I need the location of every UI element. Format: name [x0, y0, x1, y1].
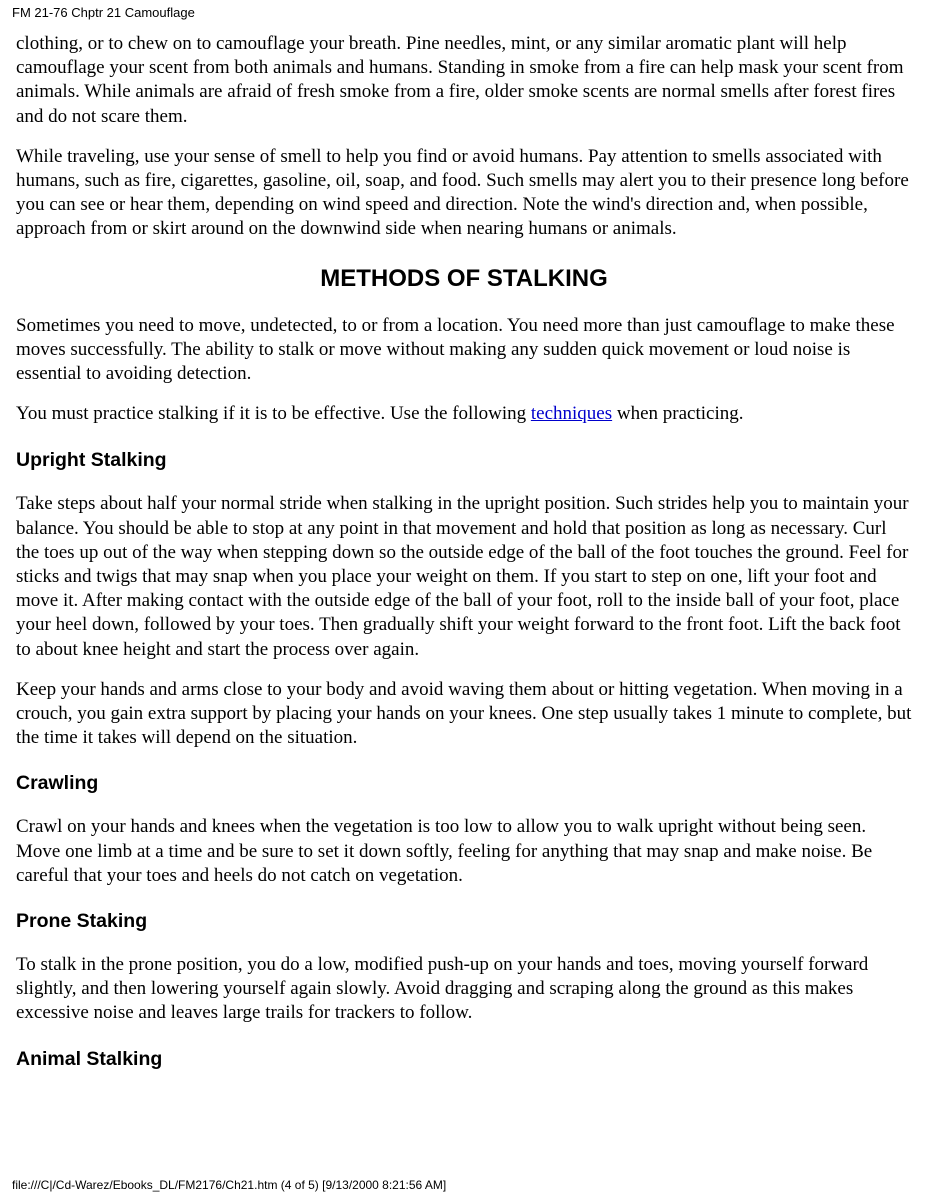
stalking-paragraph-2-text-before: You must practice stalking if it is to be effective. Use the following [16, 403, 531, 425]
page-footer-url: file:///C|/Cd-Warez/Ebooks_DL/FM2176/Ch21.htm (4 of 5) [9/13/2000 8:21:56 AM] [12, 1178, 447, 1192]
stalking-paragraph-1: Sometimes you need to move, undetected, to or from a location. You need more than just camouflage to make these moves successfully. The ability to stalk or move without making any sudden quick movement or loud noise is essential to avoiding detection. [16, 314, 895, 385]
upright-paragraph-2: Keep your hands and arms close to your body and avoid waving them about or hitting vegetation. When moving in a crouch, you gain extra support by placing your hands on your knees. One step usually takes 1 minute to complete, but the time it takes will depend on the situation. [16, 678, 912, 749]
crawling-paragraph-1: Crawl on your hands and knees when the vegetation is too low to allow you to walk upright without being seen. Move one limb at a time and be sure to set it down softly, feeling for anything that may snap and make noise. Be careful that your toes and heels do not catch on vegetation. [16, 816, 873, 886]
techniques-link[interactable]: techniques [530, 403, 613, 425]
page-content [16, 32, 912, 1071]
page-header: FM 21-76 Chptr 21 Camouflage [12, 5, 195, 20]
subheading-upright-stalking: Upright Stalking [16, 449, 167, 472]
section-heading-methods-of-stalking: METHODS OF STALKING [320, 264, 608, 292]
intro-paragraph-1: clothing, or to chew on to camouflage your breath. Pine needles, mint, or any similar aromatic plant will help camouflage your scent from both animals and humans. Standing in smoke from a fire can help mask your scent from animals. While animals are afraid of fresh smoke from a fire, older smoke scents are normal smells after forest fires and do not scare them. [16, 33, 904, 127]
stalking-paragraph-2-text-after: when practicing. [612, 403, 744, 425]
stalking-paragraph-2 [16, 402, 912, 426]
prone-paragraph-1: To stalk in the prone position, you do a low, modified push-up on your hands and toes, moving yourself forward slightly, and then lowering yourself again slowly. Avoid dragging and scraping along the ground as this makes excessive noise and leaves large trails for trackers to follow. [16, 954, 869, 1024]
subheading-animal-stalking: Animal Stalking [16, 1047, 163, 1070]
subheading-prone-staking: Prone Staking [16, 910, 148, 933]
intro-paragraph-2: While traveling, use your sense of smell to help you find or avoid humans. Pay attention to smells associated with humans, such as fire, cigarettes, gasoline, oil, soap, and food. Such smells may alert you to their presence long before you can see or hear them, depending on wind speed and direction. Note the wind's direction and, when possible, approach from or skirt around on the downwind side when nearing humans or animals. [16, 145, 909, 240]
subheading-crawling: Crawling [16, 772, 99, 795]
upright-paragraph-1: Take steps about half your normal stride when stalking in the upright position. Such strides help you to maintain your balance. You should be able to stop at any point in that movement and hold that position as long as necessary. Curl the toes up out of the way when stepping down so the outside edge of the ball of the foot touches the ground. Feel for sticks and twigs that may snap when you place your weight on them. If you start to step on one, lift your foot and move it. After making contact with the outside edge of the ball of your foot, roll to the inside ball of your foot, place your heel down, followed by your toes. Then gradually shift your weight forward to the front foot. Lift the back foot to about knee height and start the process over again. [16, 493, 909, 660]
